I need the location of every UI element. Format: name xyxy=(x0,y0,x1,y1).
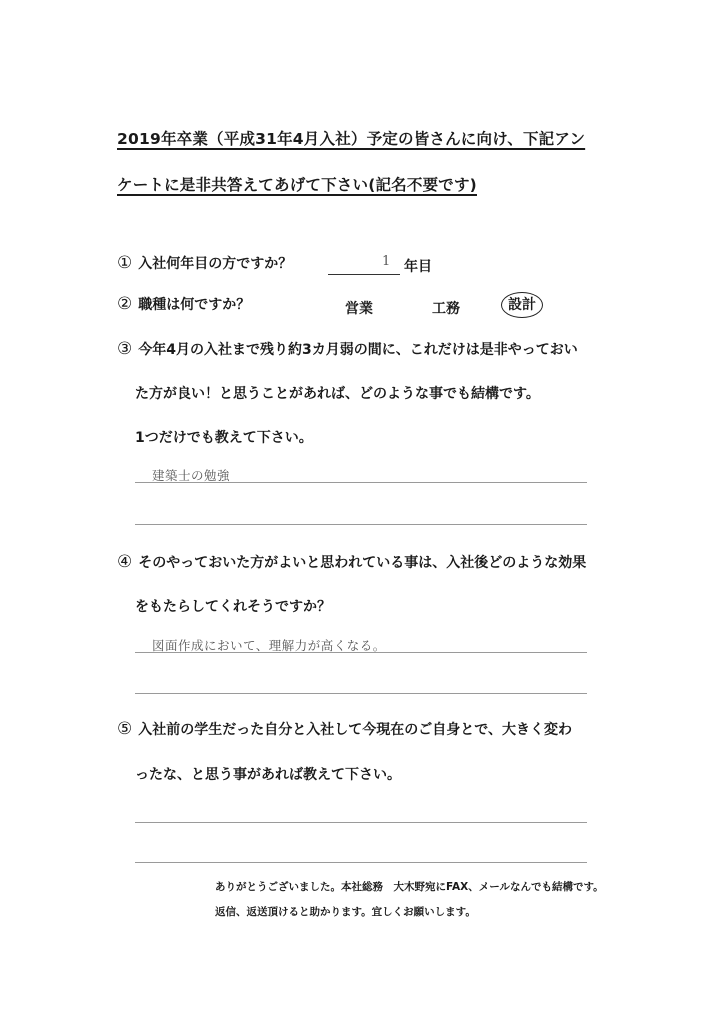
question-4-line-2: をもたらしてくれそうですか？ xyxy=(135,599,331,615)
question-3-line-3: 1つだけでも教えて下さい。 xyxy=(135,430,313,446)
question-5-number: ⑤ xyxy=(117,719,133,739)
title-line-1: 2019年卒業（平成31年4月入社）予定の皆さんに向け、下記アン xyxy=(117,130,586,148)
q2-option-sales[interactable]: 営業 xyxy=(345,301,373,317)
question-1 xyxy=(117,253,292,273)
q2-option-design[interactable] xyxy=(501,292,543,318)
question-2-text: 職種は何ですか？ xyxy=(138,297,251,313)
q4-answer: 図面作成において、理解力が高くなる。 xyxy=(152,638,386,653)
question-2-number: ② xyxy=(117,294,133,314)
q1-answer: 1 xyxy=(382,254,391,269)
q1-suffix: 年目 xyxy=(404,259,432,275)
question-3-line-1: ③ 今年4月の入社まで残り約3カ月弱の間に、これだけは是非やっておい xyxy=(117,339,578,359)
title-line-2: ケートに是非共答えてあげて下さい(記名不要です) xyxy=(117,176,477,194)
footer-line-1: ありがとうございました。本社総務 大木野宛にFAX、メールなんでも結構です。 xyxy=(215,881,604,893)
q1-answer-field[interactable] xyxy=(328,256,400,275)
q2-option-construction[interactable]: 工務 xyxy=(432,301,460,317)
question-4-number: ④ xyxy=(117,552,133,572)
question-3-number: ③ xyxy=(117,339,133,359)
q5-answer-line-2[interactable] xyxy=(135,862,587,863)
q3-answer-line-1[interactable] xyxy=(135,482,587,483)
question-2 xyxy=(117,294,250,314)
question-1-text: 入社何年目の方ですか？ xyxy=(138,256,293,272)
question-5-line-1: ⑤ 入社前の学生だった自分と入社して今現在のご自身とで、大きく変わ xyxy=(117,719,572,739)
footer-line-2: 返信、返送頂けると助かります。宜しくお願いします。 xyxy=(215,906,476,918)
question-5-line-2: ったな、と思う事があれば教えて下さい。 xyxy=(135,767,401,783)
q3-answer: 建築士の勉強 xyxy=(152,468,231,483)
question-1-number: ① xyxy=(117,253,133,273)
q4-answer-line-1[interactable] xyxy=(135,652,587,653)
question-3-line-2: た方が良い！と思うことがあれば、どのような事でも結構です。 xyxy=(135,386,540,402)
q4-answer-line-2[interactable] xyxy=(135,693,587,694)
q2-selected-circle: 設計 xyxy=(501,292,543,318)
question-4-line-1: ④ そのやっておいた方がよいと思われている事は、入社後どのような効果 xyxy=(117,552,587,572)
q3-answer-line-2[interactable] xyxy=(135,524,587,525)
q5-answer-line-1[interactable] xyxy=(135,822,587,823)
